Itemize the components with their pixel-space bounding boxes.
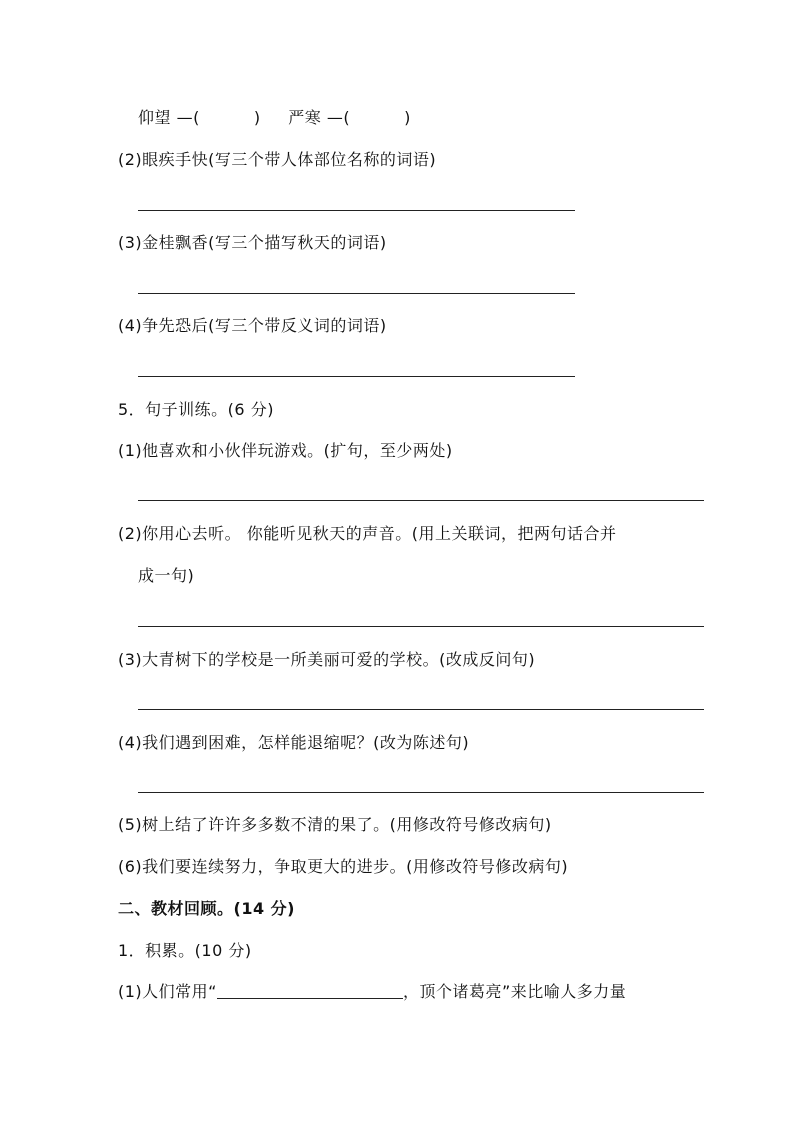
word-yanhan: 严寒 [288, 108, 322, 127]
word-row [138, 108, 411, 128]
question-item: (2)眼疾手快(写三个带人体部位名称的词语) [118, 150, 437, 169]
question-item: (1)他喜欢和小伙伴玩游戏。(扩句，至少两处) [118, 441, 453, 460]
question-item [118, 982, 626, 1002]
answer-line[interactable] [138, 210, 575, 211]
question-item: (3)大青树下的学校是一所美丽可爱的学校。(改成反问句) [118, 650, 536, 669]
question-item: (4)我们遇到困难，怎样能退缩呢？(改为陈述句) [118, 733, 470, 752]
dash-open: —( [326, 108, 351, 127]
answer-line[interactable] [138, 792, 704, 793]
question-title: 5．句子训练。(6 分) [118, 400, 274, 419]
question-item: (5)树上结了许许多多数不清的果了。(用修改符号修改病句) [118, 815, 552, 834]
question-title: 1．积累。(10 分) [118, 941, 252, 960]
answer-line[interactable] [138, 626, 704, 627]
question-item: (2)你用心去听。 你能听见秋天的声音。(用上关联词，把两句话合并 [118, 524, 617, 543]
answer-line[interactable] [138, 709, 704, 710]
question-item: (6)我们要连续努力，争取更大的进步。(用修改符号修改病句) [118, 857, 569, 876]
paren-close: ) [253, 108, 261, 127]
question-item-continued: 成一句) [138, 566, 195, 585]
dash-open: —( [176, 108, 200, 127]
question-item: (4)争先恐后(写三个带反义词的词语) [118, 316, 387, 335]
section-title: 二、教材回顾。(14 分) [118, 899, 295, 918]
fill-suffix: ，顶个诸葛亮”来比喻人多力量 [402, 982, 627, 1001]
answer-line[interactable] [138, 293, 575, 294]
answer-line[interactable] [138, 500, 704, 501]
fill-blank[interactable] [217, 982, 403, 999]
paren-close: ) [404, 108, 411, 127]
fill-prefix: (1)人们常用“ [118, 982, 217, 1001]
word-yangwang: 仰望 [138, 108, 172, 127]
answer-line[interactable] [138, 376, 575, 377]
question-item: (3)金桂飘香(写三个描写秋天的词语) [118, 233, 387, 252]
